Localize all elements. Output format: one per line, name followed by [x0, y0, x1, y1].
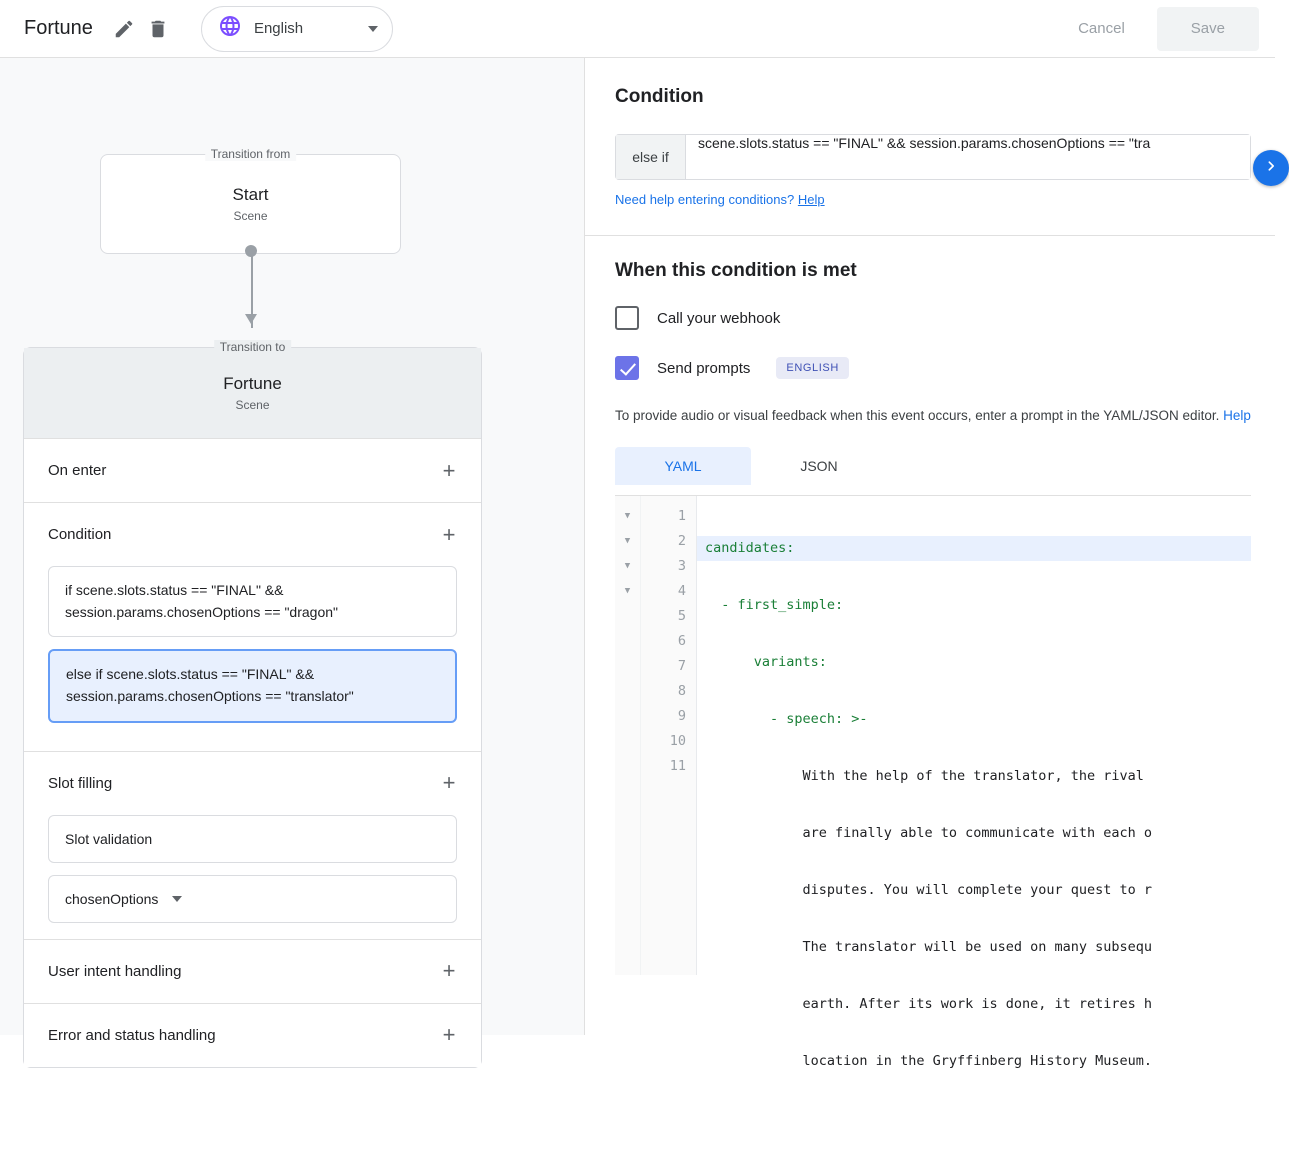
main-body: [0, 58, 1275, 1069]
prompts-description: [615, 406, 1251, 427]
chevron-down-icon: [368, 26, 378, 32]
line-number: 4: [677, 582, 686, 599]
fold-toggle[interactable]: ▼: [624, 586, 631, 597]
line-number-gutter: [641, 496, 697, 975]
line-number: 1: [677, 507, 686, 524]
prompts-help-link[interactable]: Help: [1223, 408, 1251, 423]
condition-item-else-if[interactable]: else if scene.slots.status == "FINAL" && session.params.chosenOptions == "translator": [48, 649, 457, 722]
fold-spacer: [615, 754, 640, 779]
code-line: - first_simple:: [705, 596, 844, 613]
condition-expression-input[interactable]: scene.slots.status == "FINAL" && session.params.chosenOptions == "tra: [686, 135, 1250, 179]
trash-icon[interactable]: [141, 12, 175, 46]
line-number: 9: [677, 707, 686, 724]
code-line: disputes. You will complete your quest to r: [705, 881, 1153, 898]
fold-spacer: [615, 679, 640, 704]
fold-spacer: [615, 654, 640, 679]
code-editor[interactable]: [615, 495, 1251, 1069]
code-line: location in the Gryffinberg History Museum.: [705, 1052, 1153, 1069]
code-line: - speech: >-: [705, 710, 868, 727]
condition-help-link[interactable]: Help: [797, 192, 825, 207]
fold-gutter: [615, 496, 641, 975]
section-error-status-handling[interactable]: [24, 1003, 481, 1067]
condition-editor-block: [585, 58, 1275, 236]
language-badge: ENGLISH: [776, 357, 849, 379]
start-node-title: Start: [232, 185, 269, 204]
line-number: 2: [677, 532, 686, 549]
section-error-status-label: Error and status handling: [48, 1026, 216, 1044]
send-prompts-checkbox[interactable]: [615, 356, 639, 380]
send-prompts-row[interactable]: [615, 356, 1251, 380]
code-line: are finally able to communicate with each o: [705, 824, 1153, 841]
webhook-row[interactable]: [615, 306, 1251, 330]
condition-item-if[interactable]: if scene.slots.status == "FINAL" && session.params.chosenOptions == "dragon": [48, 566, 457, 637]
condition-help-text: Need help entering conditions?: [615, 192, 795, 207]
slot-name-label: chosenOptions: [65, 890, 159, 907]
add-condition-icon[interactable]: +: [442, 521, 456, 547]
chevron-down-icon: [172, 896, 182, 902]
fold-spacer: [615, 629, 640, 654]
start-node[interactable]: [100, 147, 401, 254]
section-user-intent-handling[interactable]: [24, 939, 481, 1003]
code-line: The translator will be used on many subsequ: [705, 938, 1153, 955]
scene-graph-pane: [0, 58, 585, 1048]
scene-card: [23, 340, 482, 1068]
cancel-button[interactable]: Cancel: [1054, 7, 1149, 51]
condition-heading: Condition: [615, 86, 704, 107]
connector-arrow-icon: [245, 314, 257, 324]
code-content[interactable]: [697, 496, 1251, 1069]
fold-toggle[interactable]: ▼: [624, 536, 631, 547]
fold-spacer: [615, 729, 640, 754]
globe-icon: [218, 14, 242, 43]
line-number: 7: [677, 657, 686, 674]
condition-prefix-label: else if: [616, 135, 686, 179]
code-line: [705, 1106, 1251, 1131]
add-slot-icon[interactable]: +: [442, 770, 456, 796]
tab-yaml[interactable]: YAML: [615, 447, 751, 485]
line-number: 6: [677, 632, 686, 649]
section-slot-filling-label: Slot filling: [48, 774, 113, 792]
section-on-enter-label: On enter: [48, 462, 107, 479]
line-number: 10: [669, 732, 686, 749]
fold-spacer: [615, 604, 640, 629]
condition-met-heading: When this condition is met: [615, 260, 857, 281]
add-user-intent-icon[interactable]: +: [442, 958, 456, 984]
prompts-description-text: To provide audio or visual feedback when this event occurs, enter a prompt in the YAML/JSON editor.: [615, 408, 1220, 423]
fold-toggle[interactable]: ▼: [624, 561, 631, 572]
slot-dropdown[interactable]: [48, 875, 457, 923]
start-node-subtitle: Scene: [233, 209, 268, 223]
code-line: earth. After its work is done, it retires h: [705, 995, 1153, 1012]
condition-list: [24, 566, 481, 751]
line-number: 3: [677, 557, 686, 574]
page-title: Fortune: [24, 17, 93, 39]
slot-validation-item[interactable]: Slot validation: [48, 815, 457, 863]
line-number: 11: [669, 757, 686, 774]
next-panel-button[interactable]: [1253, 150, 1289, 186]
code-line: variants:: [705, 653, 827, 670]
section-condition-label: Condition: [48, 526, 112, 543]
language-selector[interactable]: [201, 6, 393, 52]
slot-filling-list: [24, 815, 481, 939]
webhook-checkbox[interactable]: [615, 306, 639, 330]
transition-to-caption: Transition to: [214, 340, 292, 354]
condition-help-line: [615, 192, 1251, 207]
editor-tabs: [615, 447, 1251, 485]
chevron-right-icon: [1261, 156, 1281, 181]
tab-json[interactable]: JSON: [800, 457, 838, 474]
scene-subtitle: Scene: [235, 398, 270, 412]
save-button[interactable]: Save: [1157, 7, 1259, 51]
scene-title: Fortune: [223, 374, 282, 393]
line-number: 8: [677, 682, 686, 699]
condition-met-block: [585, 236, 1275, 1069]
code-line: With the help of the translator, the rival: [705, 767, 1144, 784]
fold-spacer: [615, 704, 640, 729]
add-on-enter-icon[interactable]: +: [442, 457, 456, 483]
language-label: English: [253, 20, 304, 37]
section-user-intent-label: User intent handling: [48, 962, 182, 980]
code-line: candidates:: [697, 536, 1251, 561]
line-number: 5: [677, 607, 686, 624]
condition-input-row[interactable]: [615, 134, 1251, 180]
send-prompts-label: Send prompts: [657, 359, 751, 377]
add-error-status-icon[interactable]: +: [442, 1022, 456, 1048]
section-on-enter[interactable]: [24, 438, 481, 502]
details-pane: [585, 58, 1275, 1069]
section-slot-filling[interactable]: [24, 751, 481, 815]
webhook-label: Call your webhook: [657, 309, 781, 327]
fold-toggle[interactable]: ▼: [624, 511, 631, 522]
pencil-icon[interactable]: [107, 12, 141, 46]
transition-from-caption: Transition from: [205, 147, 297, 161]
section-condition[interactable]: [24, 502, 481, 566]
scene-header[interactable]: [24, 340, 481, 438]
top-bar: [0, 0, 1275, 58]
